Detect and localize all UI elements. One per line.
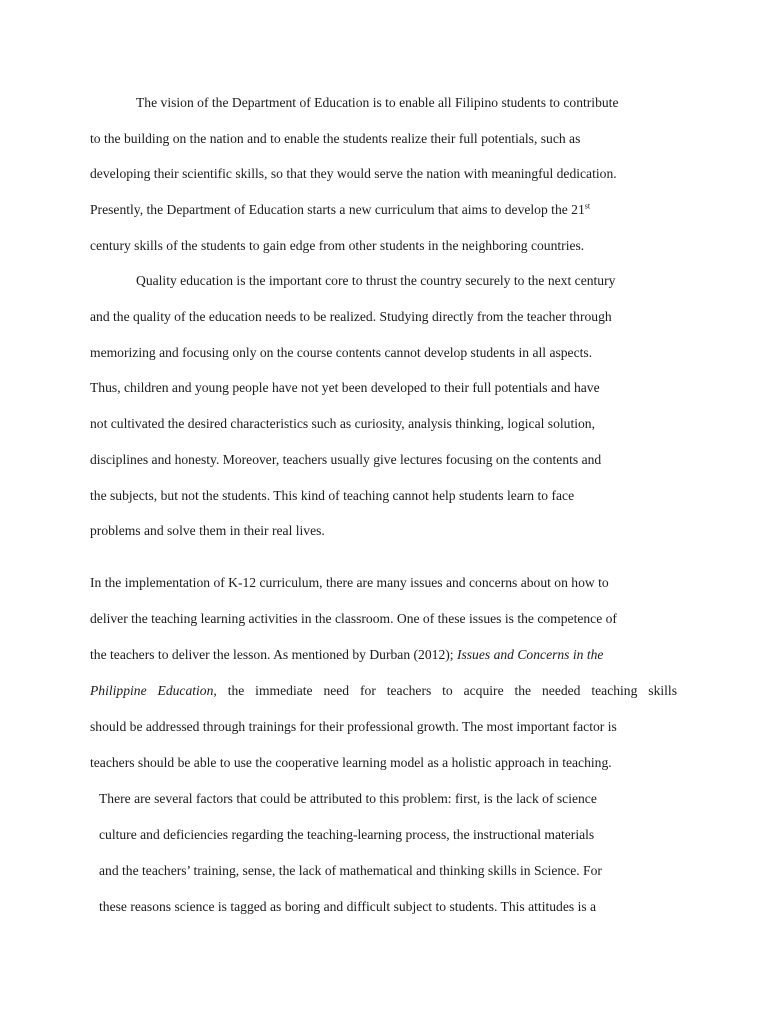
p4-line-1: There are several factors that could be attributed to this problem: first, is the lack of science	[99, 791, 597, 806]
p3-line-1: In the implementation of K-12 curriculum, there are many issues and concerns about on how to	[90, 575, 609, 590]
p3-line-5: should be addressed through trainings for their professional growth. The most important factor is	[90, 719, 617, 734]
p2-line-1: Quality education is the important core to thrust the country securely to the next century	[136, 273, 616, 288]
p3-line-3-text: the teachers to deliver the lesson. As mentioned by Durban (2012);	[90, 647, 457, 662]
p2-line-6: disciplines and honesty. Moreover, teachers usually give lectures focusing on the contents and	[90, 452, 602, 467]
p3-line-2: deliver the teaching learning activities in the classroom. One of these issues is the competence of	[90, 611, 617, 626]
p1-line-1: The vision of the Department of Education is to enable all Filipino students to contribute	[136, 95, 619, 110]
p1-line-5: century skills of the students to gain edge from other students in the neighboring countries.	[90, 238, 585, 253]
p2-line-5: not cultivated the desired characteristics such as curiosity, analysis thinking, logical solution,	[90, 416, 595, 431]
p4-line-4: these reasons science is tagged as boring and difficult subject to students. This attitudes is a	[99, 899, 597, 914]
p2-line-2: and the quality of the education needs to be realized. Studying directly from the teacher through	[90, 309, 612, 324]
p1-line-4	[90, 202, 590, 218]
p3-line-4-text: , the immediate need for teachers to acquire the needed teaching skills	[213, 683, 677, 698]
p2-line-4: Thus, children and young people have not yet been developed to their full potentials and have	[90, 380, 600, 395]
p3-line-4	[90, 683, 677, 699]
p3-line-6: teachers should be able to use the cooperative learning model as a holistic approach in teaching.	[90, 755, 612, 770]
citation-title-part-2: Philippine Education	[90, 683, 214, 698]
p2-line-7: the subjects, but not the students. This kind of teaching cannot help students learn to face	[90, 488, 575, 503]
p2-line-3: memorizing and focusing only on the course contents cannot develop students in all aspects.	[90, 345, 593, 360]
p4-line-3: and the teachers’ training, sense, the lack of mathematical and thinking skills in Science. For	[99, 863, 602, 878]
p2-line-8: problems and solve them in their real lives.	[90, 523, 325, 538]
p1-line-3: developing their scientific skills, so that they would serve the nation with meaningful dedication.	[90, 166, 617, 181]
p1-line-2: to the building on the nation and to enable the students realize their full potentials, such as	[90, 131, 581, 146]
citation-title-part-1: Issues and Concerns in the	[456, 647, 604, 662]
p3-line-3	[90, 647, 603, 663]
ordinal-superscript: st	[584, 201, 591, 211]
p1-line-4-text: Presently, the Department of Education starts a new curriculum that aims to develop the 21	[90, 202, 585, 217]
p4-line-2: culture and deficiencies regarding the teaching-learning process, the instructional materials	[99, 827, 595, 842]
